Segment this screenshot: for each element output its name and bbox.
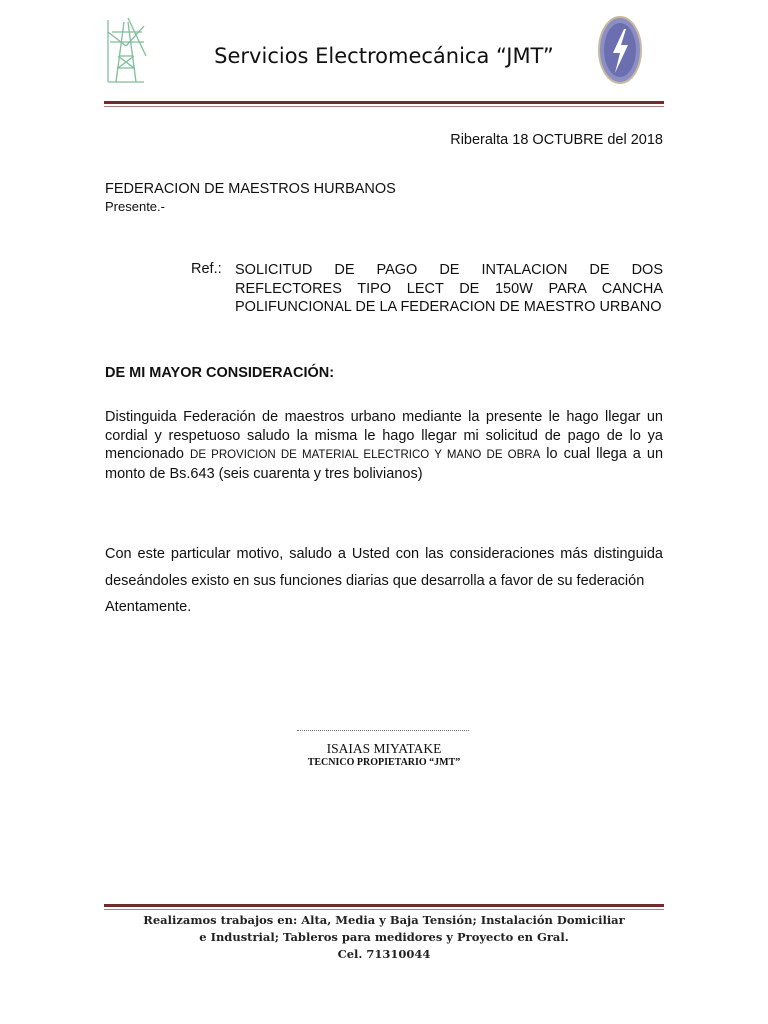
presente-line: Presente.- (105, 199, 165, 214)
recipient: FEDERACION DE MAESTROS HURBANOS (105, 181, 396, 197)
atentamente: Atentamente. (105, 599, 192, 615)
header-divider-thin (104, 106, 664, 107)
letter-date: Riberalta 18 OCTUBRE del 2018 (450, 132, 663, 148)
signatory-title: TECNICO PROPIETARIO “JMT” (307, 757, 461, 768)
footer-line-1: Realizamos trabajos en: Alta, Media y Baja Tensión; Instalación Domiciliar (143, 913, 625, 927)
body-text-material: DE PROVICION DE MATERIAL ELECTRICO Y MANO DE OBRA (190, 449, 541, 461)
body-text-1: Distinguida Federación de maestros urbano mediante la presente le hago llegar un cordial y respetuoso saludo la misma le hago llegar mi solicitud de pago de lo ya mencionado (105, 409, 663, 462)
footer-divider-thin (104, 909, 664, 910)
footer (104, 912, 664, 963)
ref-text: SOLICITUD DE PAGO DE INTALACION DE DOS REFLECTORES TIPO LECT DE 150W PARA CANCHA POLIFUNCIONAL DE LA FEDERACION DE MAESTRO URBANO (235, 262, 663, 315)
header-divider (104, 101, 664, 104)
signature-line (297, 730, 469, 731)
body-text-3: lo cual llega a un monto de Bs.643 (seis cuarenta y tres bolivianos) (105, 446, 664, 482)
footer-phone: Cel. 71310044 (337, 947, 431, 961)
signatory-name: ISAIAS MIYATAKE (326, 741, 442, 756)
footer-divider (104, 904, 664, 907)
footer-line-2: e Industrial; Tableros para medidores y Proyecto en Gral. (199, 930, 569, 944)
body-paragraph (105, 408, 663, 483)
ref-label: Ref.: (191, 261, 222, 277)
salutation: DE MI MAYOR CONSIDERACIÓN: (105, 365, 335, 381)
closing-text: Con este particular motivo, saludo a Usted con las consideraciones más distinguida deseándoles existo en sus funciones diarias que desarrolla a favor de su federación (105, 546, 663, 589)
company-title: Servicios Electromecánica “JMT” (214, 44, 554, 68)
closing-paragraph (105, 541, 663, 621)
power-tower-icon (104, 16, 148, 86)
